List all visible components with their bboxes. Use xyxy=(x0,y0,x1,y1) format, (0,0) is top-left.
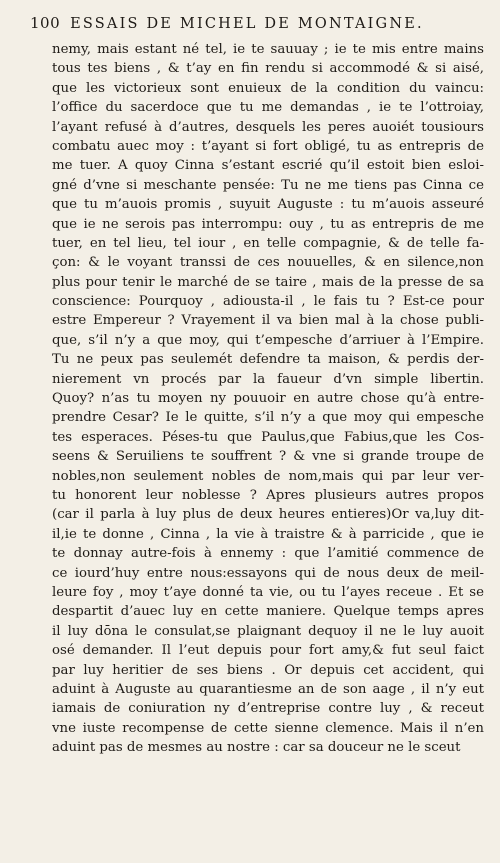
text-line: gné d’vne si meschante pensée: Tu ne me tiens pas Cinna ce xyxy=(52,177,484,193)
text-line: que, s’il n’y a que moy, qui t’empesche d’arriuer à l’Empire. xyxy=(52,332,484,348)
text-line: il luy dōna le consulat,se plaignant dequoy il ne le luy auoit xyxy=(52,623,484,639)
text-line: plus pour tenir le marché de se taire , mais de la presse de sa xyxy=(52,274,484,290)
text-line: tous tes biens , & t’ay en fin rendu si accommodé & si aisé, xyxy=(52,61,484,77)
text-line: conscience: Pourquoy , adiousta-il , le fais tu ? Est-ce pour xyxy=(52,294,484,310)
text-line: ce iourd’huy entre nous:essayons qui de nous deux de meil- xyxy=(52,565,484,581)
text-line: tuer, en tel lieu, tel iour , en telle compagnie, & de telle fa- xyxy=(52,235,484,251)
text-line: aduint pas de mesmes au nostre : car sa douceur ne le sceut xyxy=(52,740,461,756)
text-line: que tu m’auois promis , suyuit Auguste : tu m’auois asseuré xyxy=(52,197,484,213)
text-line: seens & Seruiliens te souffrent ? & vne si grande troupe de xyxy=(52,449,484,465)
text-line: despartit d’auec luy en cette maniere. Quelque temps apres xyxy=(52,604,484,620)
text-line: vne iuste recompense de cette sienne clemence. Mais il n’en xyxy=(52,720,484,736)
text-line: aduint à Auguste au quarantiesme an de son aage , il n’y eut xyxy=(52,681,484,697)
text-line: il,ie te donne , Cinna , la vie à traistre & à parricide , que ie xyxy=(52,526,484,542)
text-line: tu honorent leur noblesse ? Apres plusieurs autres propos xyxy=(52,487,484,503)
text-line: Tu ne peux pas seulemét defendre ta maison, & perdis der- xyxy=(52,352,484,368)
text-line: çon: & le voyant transsi de ces nouuelles, & en silence,non xyxy=(52,255,484,271)
text-line: leure foy , moy t’aye donné ta vie, ou tu l’ayes receue . Et se xyxy=(52,584,484,600)
text-line: l’office du sacerdoce que tu me demandas , ie te l’ottroiay, xyxy=(52,100,484,116)
text-line: nobles,non seulement nobles de nom,mais qui par leur ver- xyxy=(52,468,484,484)
text-line: nierement vn procés par la faueur d’vn simple libertin. xyxy=(52,371,484,387)
text-line: estre Empereur ? Vrayement il va bien mal à la chose publi- xyxy=(52,313,484,329)
text-line: que ie ne serois pas interrompu: ouy , tu as entrepris de me xyxy=(52,216,484,232)
text-line: nemy, mais estant né tel, ie te sauuay ; ie te mis entre mains xyxy=(52,42,484,57)
running-title: ESSAIS DE MICHEL DE MONTAIGNE. xyxy=(70,16,424,32)
text-line: te donnay autre-fois à ennemy : que l’amitié commence de xyxy=(52,546,484,562)
text-line: combatu auec moy : t’ayant si fort obligé, tu as entrepris de xyxy=(52,138,484,154)
text-line: tes esperaces. Péses-tu que Paulus,que Fabius,que les Cos- xyxy=(52,429,484,445)
text-line: Quoy? n’as tu moyen ny pouuoir en autre chose qu’à entre- xyxy=(52,391,484,407)
text-line: me tuer. A quoy Cinna s’estant escrié qu’il estoit bien esloi- xyxy=(52,158,484,174)
text-line: que les victorieux sont enuieux de la condition du vaincu: xyxy=(52,80,484,96)
text-line: l’ayant refusé à d’autres, desquels les peres auoiét tousiours xyxy=(52,119,484,135)
page-header xyxy=(30,14,480,38)
text-line: iamais de coniuration ny d’entreprise contre luy , & receut xyxy=(52,701,484,717)
body-text xyxy=(52,40,484,757)
text-line: prendre Cesar? Ie le quitte, s’il n’y a que moy qui empesche xyxy=(52,410,484,426)
text-line: par luy heritier de ses biens . Or depuis cet accident, qui xyxy=(52,662,484,678)
text-line: osé demander. Il l’eut depuis pour fort amy,& fut seul faict xyxy=(52,643,484,659)
page-number: 100 xyxy=(30,14,61,32)
text-line: (car il parla à luy plus de deux heures entieres)Or va,luy dit- xyxy=(52,507,484,523)
